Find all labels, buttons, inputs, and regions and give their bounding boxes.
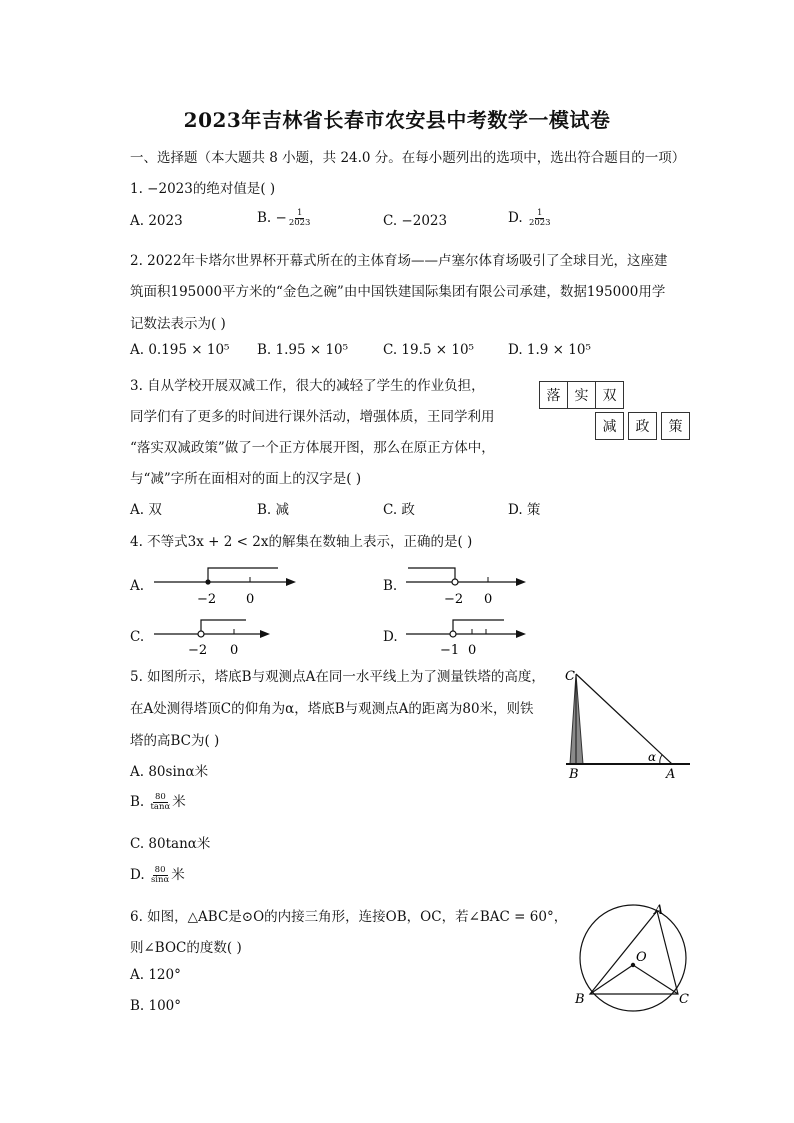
q1-b-denominator: 2023 [288,217,311,228]
q5-d-fraction [149,866,171,885]
q1-option-d [508,209,553,228]
q2-line-3: 记数法表示为( ) [130,316,226,332]
q5-b-denominator: tanα [150,802,171,812]
q1-option-b [257,209,312,228]
q1-b-prefix: B. − [257,209,287,226]
point-a-label: A [666,767,676,782]
q3-option-d: D. 策 [508,502,541,518]
page-title: 2023年吉林省长春市农安县中考数学一模试卷 [183,108,611,132]
q1-option-a: A. 2023 [130,213,183,229]
hollow-dot [198,631,204,637]
tick-label: −2 [444,592,464,607]
q4-option-b: B. [383,578,398,594]
q1-b-fraction [287,209,313,228]
q6-line-1: 6. 如图，△ABC是⊙O的内接三角形，连接OB，OC，若∠BAC = 60°， [130,909,568,925]
q1-d-denominator: 2023 [528,217,551,228]
q4-option-d: D. [383,629,398,645]
cube-net-cell: 实 [567,381,596,409]
q1-option-c: C. −2023 [383,213,448,229]
cube-net-cell: 策 [661,412,690,440]
q5-d-prefix: D. [130,867,149,883]
q4-number-line-c [150,614,275,660]
axis-arrow [286,578,296,586]
q5-b-suffix: 米 [172,794,186,810]
q5-d-numerator: 80 [154,865,166,876]
cube-net-cell: 双 [595,381,624,409]
hollow-dot [450,631,456,637]
q1-b-numerator: 1 [296,208,303,218]
q6-line-2: 则∠BOC的度数( ) [130,940,242,956]
q5-option-b [130,790,186,812]
q4-option-c: C. [130,629,145,645]
solution-bracket [408,568,455,579]
point-a-label: A [654,903,664,918]
hollow-dot [452,579,458,585]
tick-label: 0 [484,592,493,607]
q4-option-a: A. [130,578,145,594]
point-b-label: B [575,992,585,1007]
q6-option-b: B. 100° [130,998,182,1014]
q2-option-c: C. 19.5 × 10⁵ [383,342,474,358]
q1-d-fraction [527,209,553,228]
center-dot [631,963,635,967]
cube-net-cell: 政 [628,412,657,440]
q5-b-prefix: B. [130,794,149,810]
axis-arrow [516,578,526,586]
solution-bracket [208,568,278,582]
tick-label: 0 [468,643,477,658]
q4-number-line-b [402,562,532,610]
tick-label: −2 [188,643,208,658]
q5-b-fraction [149,793,173,812]
alpha-label: α [648,750,657,764]
q3-line-3: “落实双减政策”做了一个正方体展开图，那么在原正方体中， [130,440,495,456]
point-b-label: B [569,767,579,782]
q1-d-numerator: 1 [537,208,543,218]
q3-option-c: C. 政 [383,502,415,518]
q4-number-line-a [150,562,300,610]
q3-option-b: B. 减 [257,502,290,518]
q5-line-1: 5. 如图所示，塔底B与观测点A在同一水平线上为了测量铁塔的高度， [130,669,545,685]
segment-ob [590,965,633,994]
q6-option-a: A. 120° [130,967,181,983]
circle-figure [570,900,698,1016]
q2-option-a: A. 0.195 × 10⁵ [130,342,230,358]
q1-d-prefix: D. [508,209,527,226]
q5-line-3: 塔的高BC为( ) [130,733,220,749]
section-heading: 一、选择题（本大题共 8 小题，共 24.0 分。在每小题列出的选项中，选出符合题目的一项） [130,150,686,166]
point-c-label: C [679,992,689,1007]
tick-label: −1 [440,643,460,658]
circle-o [580,905,686,1011]
q5-option-d [130,863,185,885]
axis-arrow [260,630,270,638]
q3-line-2: 同学们有了更多的时间进行课外活动，增强体质，王同学利用 [130,409,495,425]
tower-figure [560,664,694,784]
q3-line-4: 与“减”字所在面相对的面上的汉字是( ) [130,471,362,487]
triangle-abc [590,911,678,994]
q1-stem: 1. −2023的绝对值是( ) [130,181,276,197]
q3-line-1: 3. 自从学校开展双减工作，很大的减轻了学生的作业负担， [130,378,485,394]
cube-net-cell: 减 [595,412,624,440]
q5-option-c: C. 80tanα米 [130,836,211,852]
solid-dot [205,579,210,584]
axis-arrow [516,630,526,638]
q5-option-a: A. 80sinα米 [130,764,209,780]
q3-option-a: A. 双 [130,502,162,518]
tick-label: −2 [197,592,217,607]
solution-bracket [453,620,504,631]
q2-option-d: D. 1.9 × 10⁵ [508,342,591,358]
solution-bracket [201,620,246,631]
q5-line-2: 在A处测得塔顶C的仰角为α，塔底B与观测点A的距离为80米，则铁 [130,701,534,717]
sight-line [576,674,672,764]
angle-arc [660,755,662,764]
q5-d-suffix: 米 [171,867,185,883]
point-o-label: O [636,950,647,965]
q2-line-1: 2. 2022年卡塔尔世界杯开幕式所在的主体育场——卢塞尔体育场吸引了全球目光，这座建 [130,253,668,269]
q4-stem: 4. 不等式3x + 2 < 2x的解集在数轴上表示，正确的是( ) [130,534,473,550]
point-c-label: C [565,669,575,684]
q4-number-line-d [402,614,532,660]
tick-label: 0 [246,592,255,607]
q5-d-denominator: sinα [150,875,170,885]
tick-label: 0 [230,643,239,658]
cube-net-cell: 落 [539,381,568,409]
q5-b-numerator: 80 [154,792,166,803]
q2-line-2: 筑面积195000平方米的“金色之碗”由中国铁建国际集团有限公司承建，数据195000用学 [130,284,666,300]
q2-option-b: B. 1.95 × 10⁵ [257,342,349,358]
